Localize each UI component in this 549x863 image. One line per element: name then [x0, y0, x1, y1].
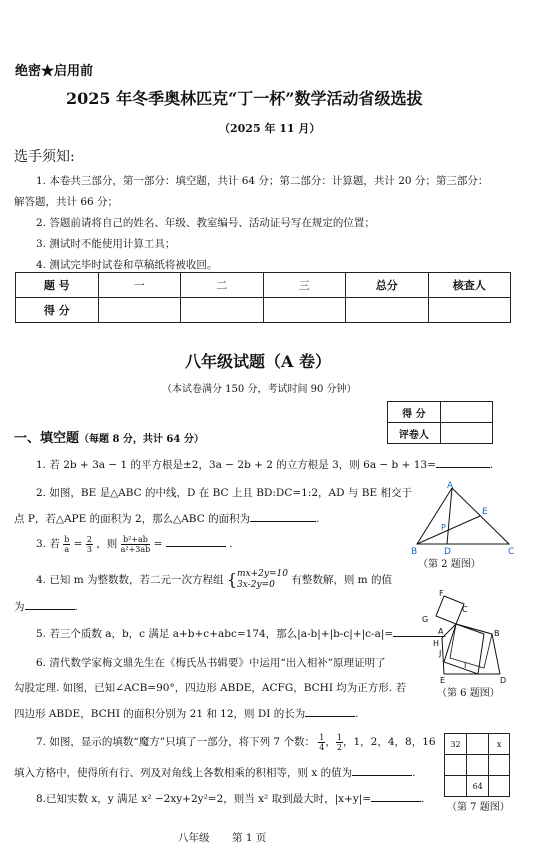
table-header-cell: 总分 — [346, 273, 429, 298]
label-B: B — [494, 629, 500, 638]
instructions-heading: 选手须知: — [14, 149, 75, 165]
instruction-line: 解答题，共计 66 分； — [14, 196, 119, 208]
fraction: $\frac{b}{a}$ — [64, 534, 70, 554]
label-C: C — [462, 605, 468, 614]
footer-grade: 八年级 — [178, 832, 210, 844]
question-text: 四边形 ABDE，BCHI 的面积分别为 21 和 12，则 DI 的长为 — [14, 708, 306, 720]
question-text: ，1，2，4，8，16 — [342, 736, 436, 748]
secret-label: 绝密★启用前 — [15, 64, 94, 79]
answer-blank[interactable] — [166, 535, 226, 547]
figure-7-caption: （第 7 题图） — [447, 802, 510, 813]
label-D: D — [500, 676, 507, 684]
score-cell[interactable] — [263, 298, 346, 323]
grader-reviewer-cell[interactable] — [440, 423, 492, 444]
label-D: D — [444, 547, 451, 557]
label-E: E — [482, 507, 488, 517]
exam-main-title: 2025 年冬季奥林匹克“丁一杯”数学活动省级选拔 — [66, 89, 423, 108]
question-text: 1. 若 2b + 3a − 1 的平方根是±2，3a − 2b + 2 的立方根是 3，则 6a − b + 13= — [36, 459, 436, 471]
question-7: 7. 如图，显示的填数“魔方”只填了一部分，将下列 7 个数： $\frac{1}{4}$ ， $\frac{1}{2}$ ，1，2，4，8，16 — [36, 732, 436, 752]
exam-title: 八年级试题（A 卷） — [185, 352, 331, 371]
figure-2-triangle — [405, 478, 523, 562]
question-5: 5. 若三个质数 a，b，c 满足 a+b+c+abc=174，那么|a-b|+|b-c|+|c-a|= . — [36, 625, 447, 641]
question-text: 点 P，若△APE 的面积为 2，那么△ABC 的面积为 — [14, 513, 251, 525]
label-F: F — [439, 590, 444, 598]
question-text: 7. 如图，显示的填数“魔方”只填了一部分，将下列 7 个数： — [36, 736, 315, 748]
instruction-line: 4. 测试完毕时试卷和草稿纸将被收回。 — [36, 259, 218, 271]
label-P: P — [441, 523, 446, 532]
label-J: J — [439, 649, 442, 658]
question-3: 3. 若 $\frac{b}{a}$ = $\frac{2}{3}$ ，则 $\frac{\text{b²+ab}}{\text{a²+3ab}}$ = . — [36, 534, 233, 554]
instruction-line: 1. 本卷共三部分，第一部分：填空题，共计 64 分；第二部分：计算题，共计 20 分；第三部分： — [36, 175, 489, 187]
magic-cell: 32 — [445, 734, 467, 755]
question-2-line-2: 点 P，若△APE 的面积为 2，那么△ABC 的面积为 . — [14, 510, 319, 526]
magic-cell — [467, 734, 489, 755]
label-C: C — [508, 547, 515, 557]
magic-cell — [445, 776, 467, 797]
score-cell[interactable] — [181, 298, 264, 323]
question-1: 1. 若 2b + 3a − 1 的平方根是±2，3a − 2b + 2 的立方根是 3，则 6a − b + 13= . — [36, 456, 493, 472]
score-cell[interactable] — [98, 298, 181, 323]
answer-blank[interactable] — [371, 790, 421, 802]
grader-score-cell[interactable] — [440, 402, 492, 423]
question-text: 为 — [14, 601, 25, 613]
grader-box — [387, 401, 493, 444]
magic-cell — [489, 776, 510, 797]
question-4-line-2: 为 . — [14, 598, 78, 614]
question-text: 6. 清代数学家梅文鼎先生在《梅氏丛书辑要》中运用“出入相补”原理证明了 — [36, 657, 386, 669]
fraction: $\frac{1}{2}$ — [336, 732, 342, 752]
question-text: 勾股定理. 如图，已知∠ACB=90°，四边形 ABDE，ACFG，BCHI 均为正方形. 若 — [14, 682, 406, 694]
question-text: 3. 若 — [36, 538, 60, 550]
question-text: 5. 若三个质数 a，b，c 满足 a+b+c+abc=174，那么|a-b|+|b-c|+|c-a|= — [36, 628, 394, 640]
label-G: G — [422, 615, 429, 624]
question-7-line-2: 填入方格中，使得所有行、列及对角线上各数相乘的积相等，则 x 的值为 . — [14, 764, 415, 780]
table-header-cell: 三 — [263, 273, 346, 298]
label-A: A — [438, 627, 444, 636]
brace: { — [226, 570, 238, 589]
score-cell[interactable] — [346, 298, 429, 323]
instruction-line: 2. 答题前请将自己的姓名、年级、教室编号、活动证号写在规定的位置； — [36, 217, 375, 229]
exam-date: （2025 年 11 月） — [219, 122, 321, 135]
figure-6-caption: （第 6 题图） — [437, 688, 500, 699]
score-table — [15, 272, 511, 323]
fraction: $\frac{1}{4}$ — [319, 732, 325, 752]
section-title: 一、填空题 — [14, 431, 80, 446]
magic-cell — [445, 755, 467, 776]
table-header-cell: 核查人 — [428, 273, 511, 298]
question-4 — [36, 569, 392, 591]
table-header-cell: 题 号 — [16, 273, 99, 298]
question-text: 有整数解，则 m 的值 — [291, 574, 392, 586]
label-E: E — [440, 676, 446, 684]
table-header-cell: 二 — [181, 273, 264, 298]
fraction: $\frac{2}{3}$ — [86, 534, 92, 554]
equation-system: mx+2y=10 3x-2y=0 — [237, 569, 288, 590]
label-H: H — [433, 639, 440, 648]
magic-square — [444, 733, 510, 797]
figure-6-squares — [412, 590, 512, 684]
answer-blank[interactable] — [352, 764, 412, 776]
question-text: 2. 如图，BE 是△ABC 的中线，D 在 BC 上且 BD:DC=1:2，AD 与 BE 相交于 — [36, 487, 412, 499]
question-8: 8.已知实数 x，y 满足 x² −2xy+2y²=2，则当 x² 取到最大时，|x+y|= . — [36, 790, 424, 806]
answer-blank[interactable] — [250, 510, 316, 522]
magic-cell — [489, 755, 510, 776]
question-6-line-3: 四边形 ABDE，BCHI 的面积分别为 21 和 12，则 DI 的长为 . — [14, 705, 359, 721]
fraction: $\frac{\text{b²+ab}}{\text{a²+3ab}}$ — [120, 534, 151, 554]
label-B: B — [411, 547, 418, 557]
label-A: A — [447, 481, 454, 491]
table-header-cell: 一 — [98, 273, 181, 298]
answer-blank[interactable] — [436, 456, 490, 468]
magic-cell: 64 — [467, 776, 489, 797]
question-text: 填入方格中，使得所有行、列及对角线上各数相乘的积相等，则 x 的值为 — [14, 767, 353, 779]
grader-reviewer-label: 评卷人 — [388, 423, 441, 444]
section-heading — [14, 427, 204, 446]
label-I: I — [464, 661, 467, 670]
answer-blank[interactable] — [25, 598, 75, 610]
question-text: 8.已知实数 x，y 满足 x² −2xy+2y²=2，则当 x² 取到最大时，|x+y|= — [36, 793, 372, 805]
answer-blank[interactable] — [305, 705, 355, 717]
question-text: = — [153, 538, 163, 550]
magic-cell — [467, 755, 489, 776]
magic-cell: x — [489, 734, 510, 755]
figure-2-caption: （第 2 题图） — [418, 559, 481, 570]
question-text: ，则 — [96, 538, 118, 550]
question-text: 4. 已知 m 为整数数，若二元一次方程组 — [36, 574, 224, 586]
instruction-line: 3. 测试时不能使用计算工具； — [36, 238, 176, 250]
score-cell[interactable] — [428, 298, 511, 323]
grader-score-label: 得 分 — [388, 402, 441, 423]
exam-subtitle: （本试卷满分 150 分，考试时间 90 分钟） — [162, 384, 357, 395]
table-row-label: 得 分 — [16, 298, 99, 323]
question-text: = — [73, 538, 86, 550]
section-note: （每题 8 分，共计 64 分） — [79, 434, 204, 445]
footer-page: 第 1 页 — [232, 832, 267, 844]
